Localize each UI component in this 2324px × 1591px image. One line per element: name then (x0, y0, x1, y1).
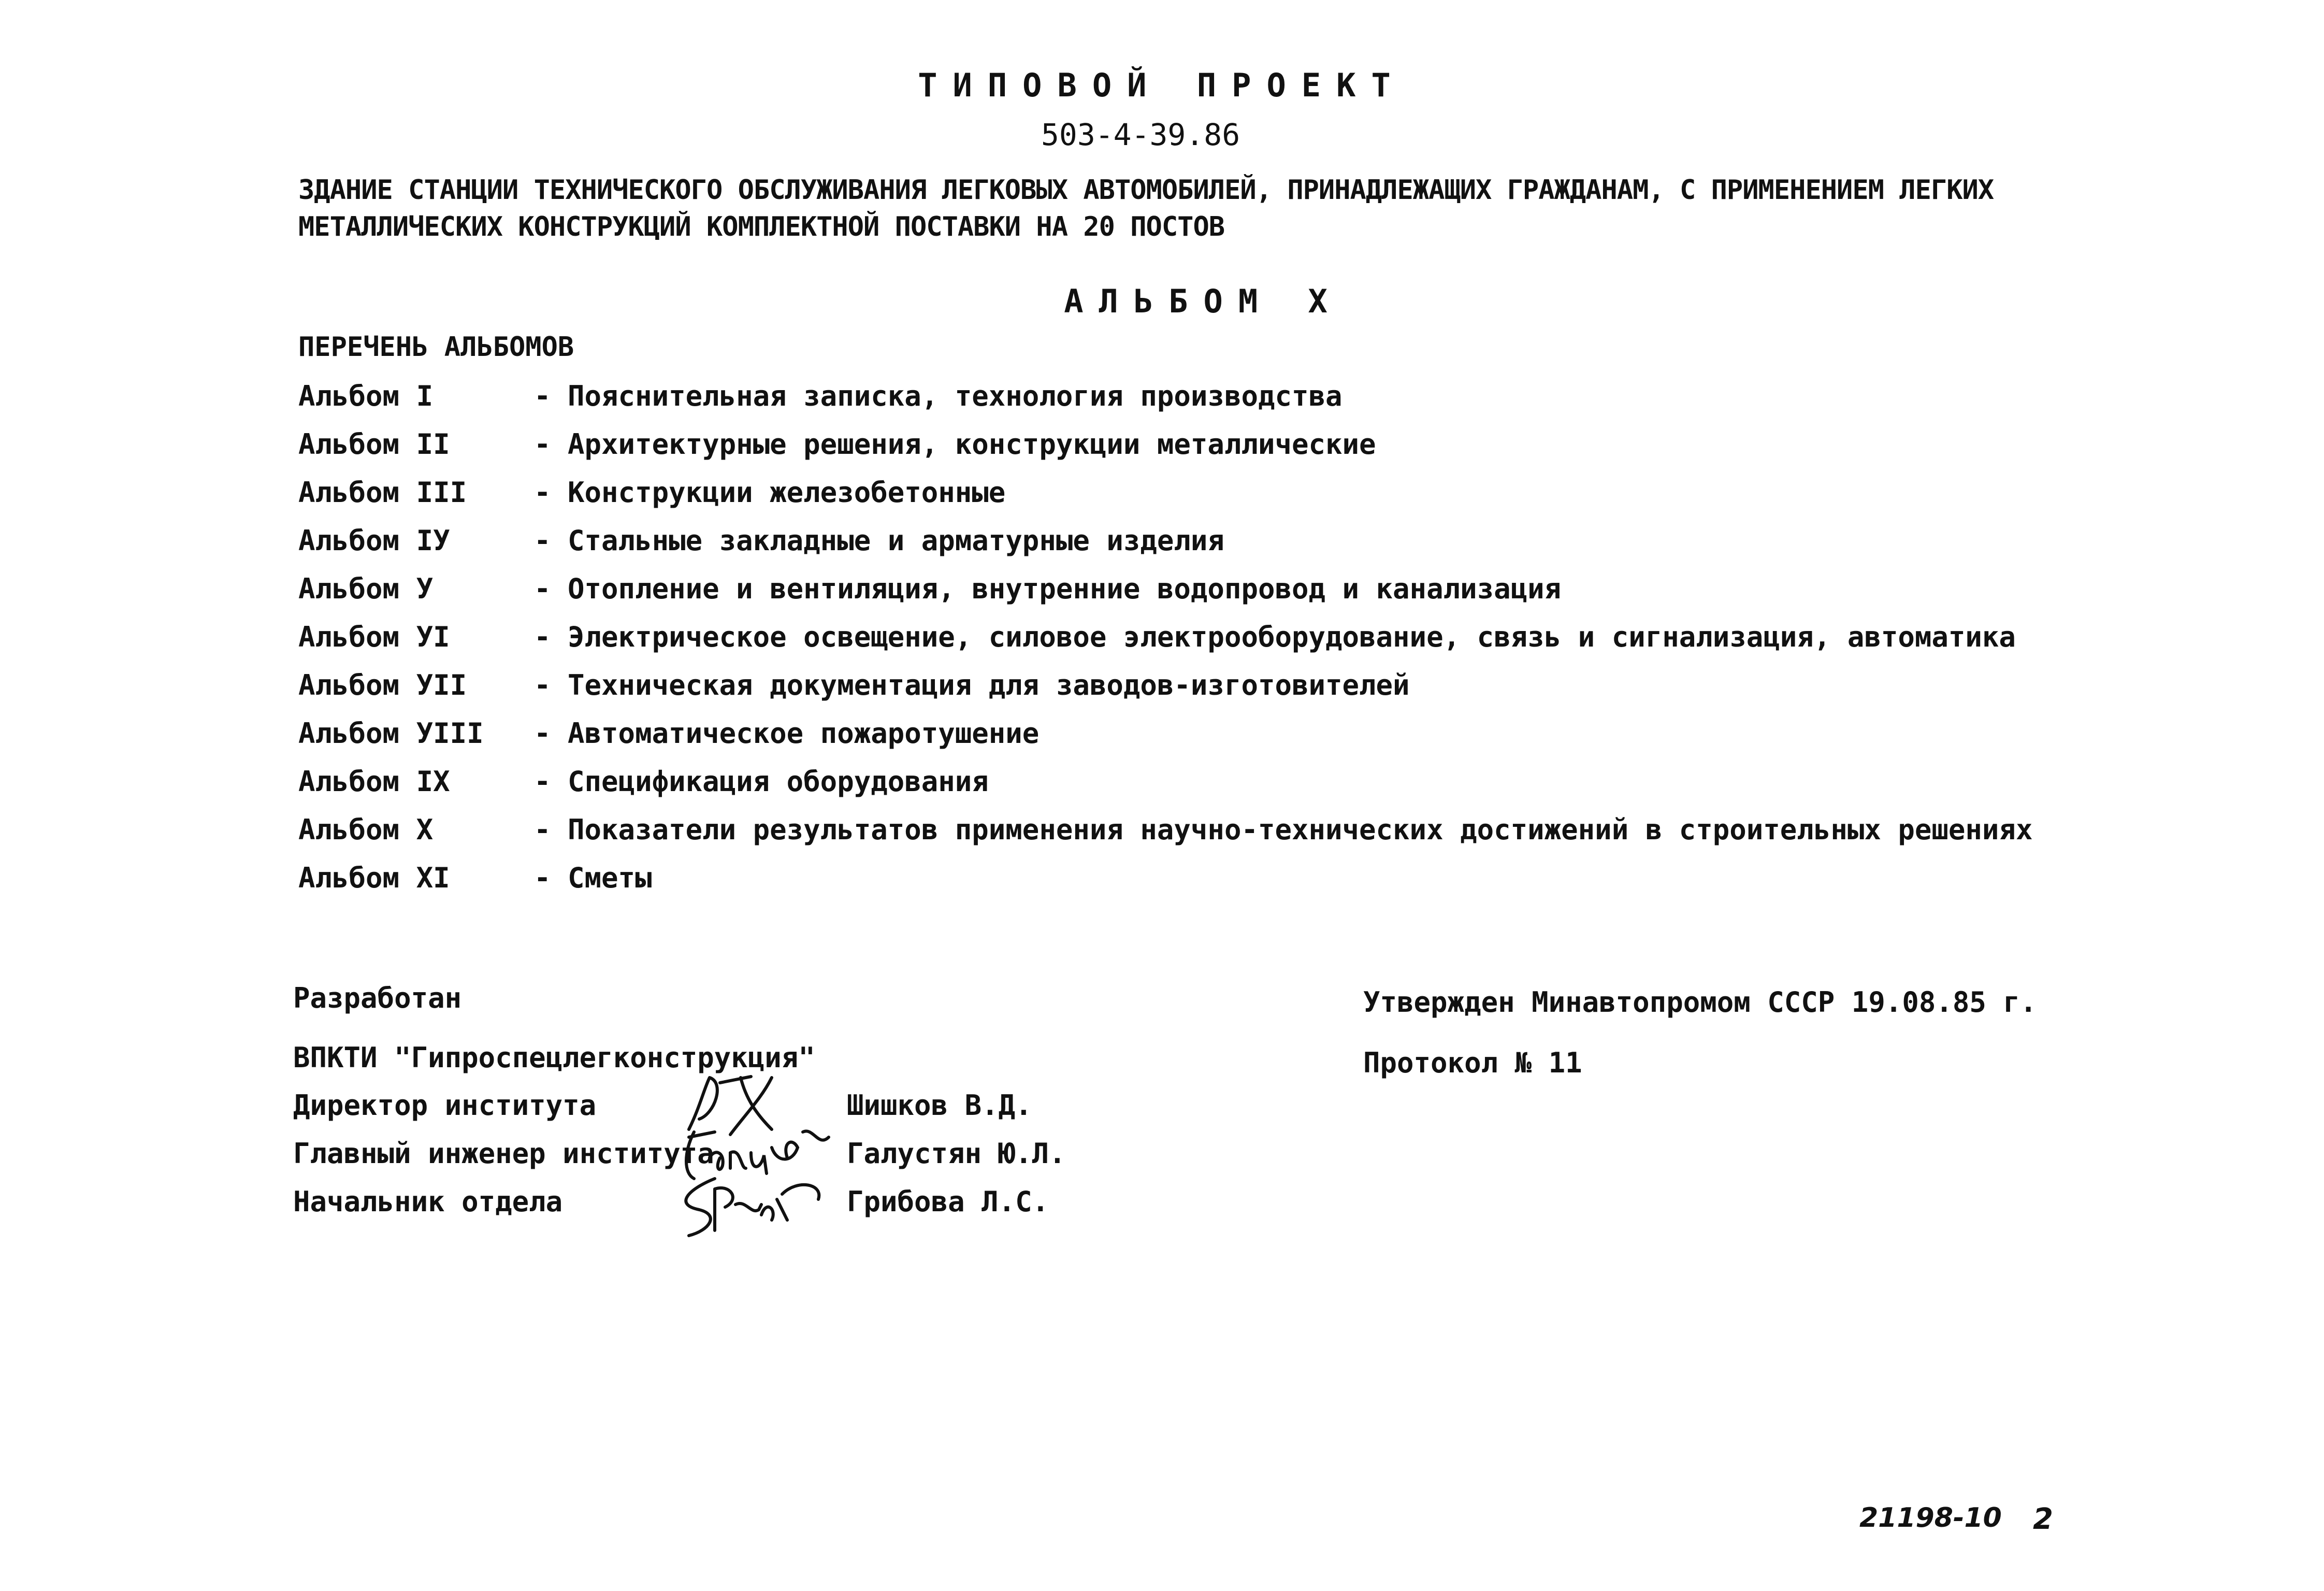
staff-role: Директор института (293, 1089, 597, 1122)
staff-name: Грибова Л.С. (847, 1185, 1049, 1218)
album-description: - Спецификация оборудования (534, 765, 989, 798)
project-description-line-2: МЕТАЛЛИЧЕСКИХ КОНСТРУКЦИЙ КОМПЛЕКТНОЙ ПОСТАВКИ НА 20 ПОСТОВ (298, 211, 1225, 242)
developer-organization: ВПКТИ "Гипроспецлегконструкция" (293, 1041, 815, 1074)
staff-role: Начальник отдела (293, 1185, 563, 1218)
album-name: Альбом III (298, 476, 467, 509)
albums-list-heading: ПЕРЕЧЕНЬ АЛЬБОМОВ (298, 332, 574, 363)
page-number: 2 (2033, 1502, 2053, 1536)
album-description: - Электрическое освещение, силовое электрооборудование, связь и сигнализация, автоматика (534, 621, 2016, 653)
approval-statement: Утвержден Минавтопромом СССР 19.08.85 г. (1363, 986, 2037, 1019)
album-description: - Сметы (534, 862, 652, 894)
document-code: 21198-10 (1859, 1502, 2002, 1533)
album-name: Альбом XI (298, 862, 450, 894)
signature-department-head-icon (668, 1168, 839, 1246)
developed-by-label: Разработан (293, 982, 462, 1014)
protocol-number: Протокол № 11 (1363, 1047, 1582, 1079)
album-name: Альбом УIII (298, 717, 484, 750)
album-name: Альбом IX (298, 765, 450, 798)
album-description: - Конструкции железобетонные (534, 476, 1006, 509)
staff-name: Галустян Ю.Л. (847, 1137, 1066, 1170)
album-description: - Автоматическое пожаротушение (534, 717, 1040, 750)
album-name: Альбом I (298, 380, 434, 412)
album-description: - Техническая документация для заводов-изготовителей (534, 669, 1410, 701)
staff-name: Шишков В.Д. (847, 1089, 1032, 1122)
project-description-line-1: ЗДАНИЕ СТАНЦИИ ТЕХНИЧЕСКОГО ОБСЛУЖИВАНИЯ ЛЕГКОВЫХ АВТОМОБИЛЕЙ, ПРИНАДЛЕЖАЩИХ ГРАЖДАНАМ, С ПРИМЕНЕНИЕМ ЛЕГКИХ (298, 175, 1994, 206)
album-name: Альбом IУ (298, 524, 450, 557)
album-name: Альбом У (298, 572, 434, 605)
album-description: - Показатели результатов применения научно-технических достижений в строительных решениях (534, 813, 2033, 846)
album-title: АЛЬБОМ X (1064, 282, 1343, 320)
album-name: Альбом II (298, 428, 450, 461)
project-number: 503-4-39.86 (1041, 117, 1240, 152)
staff-role: Главный инженер института (293, 1137, 714, 1170)
album-name: Альбом X (298, 813, 434, 846)
album-name: Альбом УII (298, 669, 467, 701)
album-description: - Отопление и вентиляция, внутренние водопровод и канализация (534, 572, 1562, 605)
album-name: Альбом УI (298, 621, 450, 653)
album-description: - Стальные закладные и арматурные изделия (534, 524, 1224, 557)
album-description: - Архитектурные решения, конструкции металлические (534, 428, 1376, 461)
album-description: - Пояснительная записка, технология производства (534, 380, 1343, 412)
document-title: ТИПОВОЙ ПРОЕКТ (918, 66, 1406, 104)
